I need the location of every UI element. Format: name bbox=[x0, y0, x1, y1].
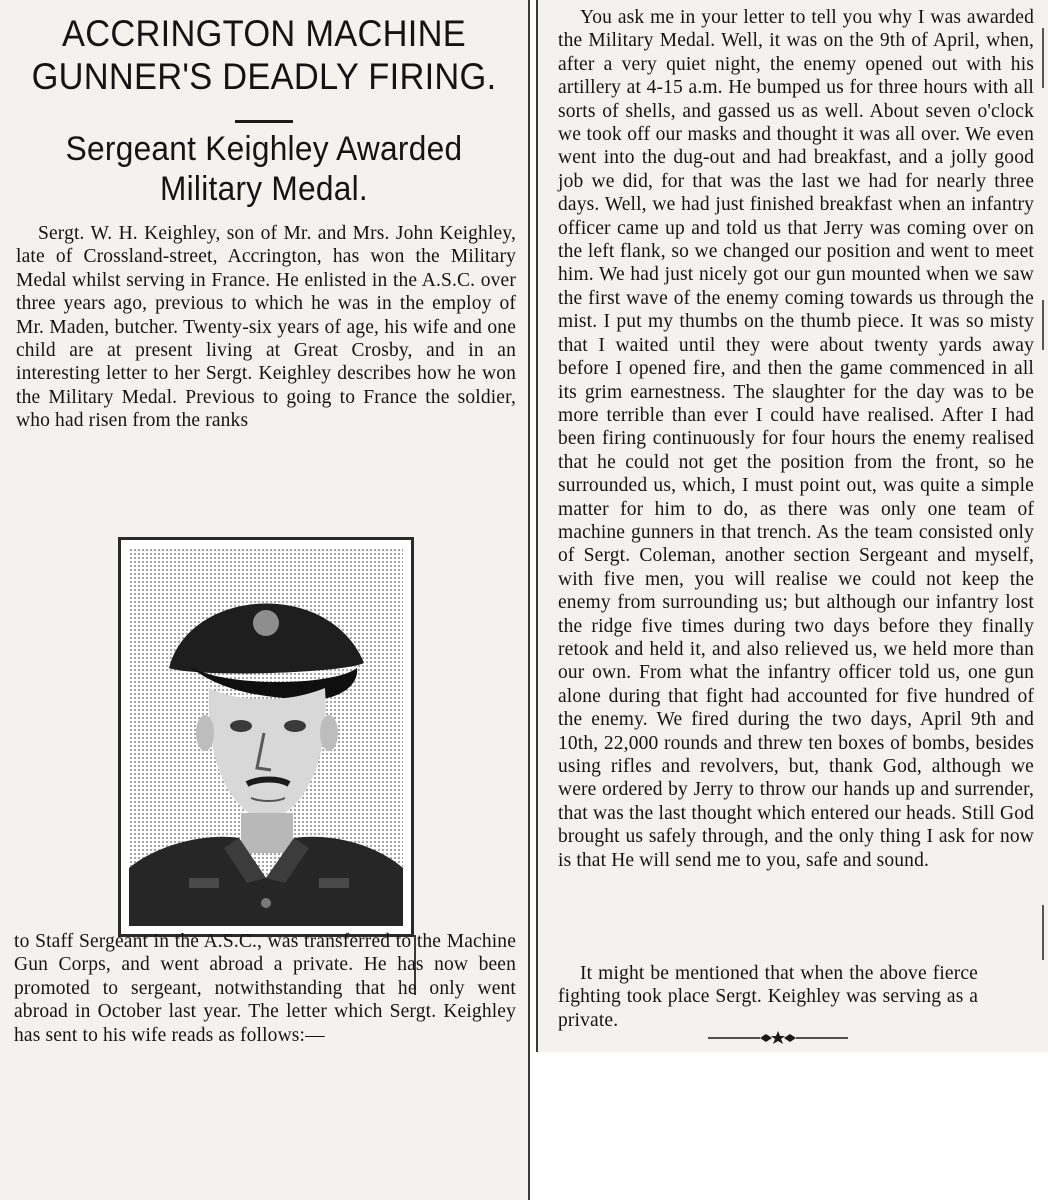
soldier-photo bbox=[118, 537, 414, 937]
headline: ACCRINGTON MACHINE GUNNER'S DEADLY FIRING. bbox=[31, 13, 497, 97]
margin-mark bbox=[1042, 300, 1044, 350]
margin-mark bbox=[1042, 905, 1044, 960]
continuation-paragraph: to Staff Sergeant in the A.S.C., was transferred to the Machine Gun Corps, and went abroad a private. He has now been promoted to sergeant, notwithstanding that he only went abroad in October last year. The letter which Sergt. Keighley has sent to his wife reads as follows:— bbox=[14, 931, 516, 1046]
intro-paragraph: Sergt. W. H. Keighley, son of Mr. and Mrs. John Keighley, late of Crossland-street, Accrington, has won the Military Medal whilst serving in France. He enlisted in the A.S.C. over three years ago, previous to which he was in the employ of Mr. Maden, butcher. Twenty-six years of age, his wife and one child are at present living at Great Crosby, and in an interesting letter to her Sergt. Keighley describes how he won the Military Medal. Previous to going to France the soldier, who had risen from the ranks bbox=[16, 223, 516, 432]
portrait-image bbox=[129, 548, 403, 926]
margin-mark bbox=[1042, 28, 1044, 88]
right-column bbox=[536, 0, 1048, 1052]
subheadline: Sergeant Keighley Awarded Military Medal. bbox=[65, 130, 463, 208]
closing-note: It might be mentioned that when the above fierce fighting took place Sergt. Keighley was serving as a private. bbox=[558, 963, 978, 1031]
headline-divider bbox=[235, 120, 293, 123]
right-margin-marks bbox=[1038, 0, 1048, 1052]
letter-paragraph: You ask me in your letter to tell you why I was awarded the Military Medal. Well, it was on the 9th of April, when, after a very quiet night, the enemy opened out with his artillery at 4-15 a.m. He bumped us for three hours with all sorts of shells, and gassed us as well. About seven o'clock we took off our masks and thought it was all over. We even went into the dug-out and had breakfast, and a jolly good job we did, for that was the last we had for nearly three days. Well, we had just finished breakfast when an infantry officer came up and told us that Jerry was coming over on the left flank, so we changed our position and went to meet him. We had just nicely got our gun mounted when we saw the first wave of the enemy coming towards us through the mist. I put my thumbs on the thumb piece. It was so misty that I waited until they were about twenty yards away before I opened fire, and then the game commenced in all its grim earnestness. The slaughter for the day was to be more terrible than ever I could have realised. After I had been firing continuously for four hours the enemy realised that he could not get the position from the front, so he surrounded us, which, I must point out, was quite a simple matter for him to do, as there was only one team of machine gunners in that trench. As the team consisted only of Sergt. Coleman, another section Sergeant and myself, with five men, you will realise we could not keep the enemy from surrounding us; but although our infantry lost the ridge five times during two days before they finally retook and held it, and also relieved us, we held more than our own. From what the infantry officer told us, one gun alone during that fight had accounted for five hundred of the enemy. We fired during the two days, April 9th and 10th, 22,000 rounds and threw ten boxes of bombs, besides using rifles and revolvers, but, thank God, although we were ordered by Jerry to throw our hands up and surrender, that was the last thought which entered our heads. Still God brought us safely through, and the only thing I ask for now is that He will send me to you, safe and sound. bbox=[558, 7, 1034, 871]
end-ornament bbox=[708, 1030, 848, 1046]
